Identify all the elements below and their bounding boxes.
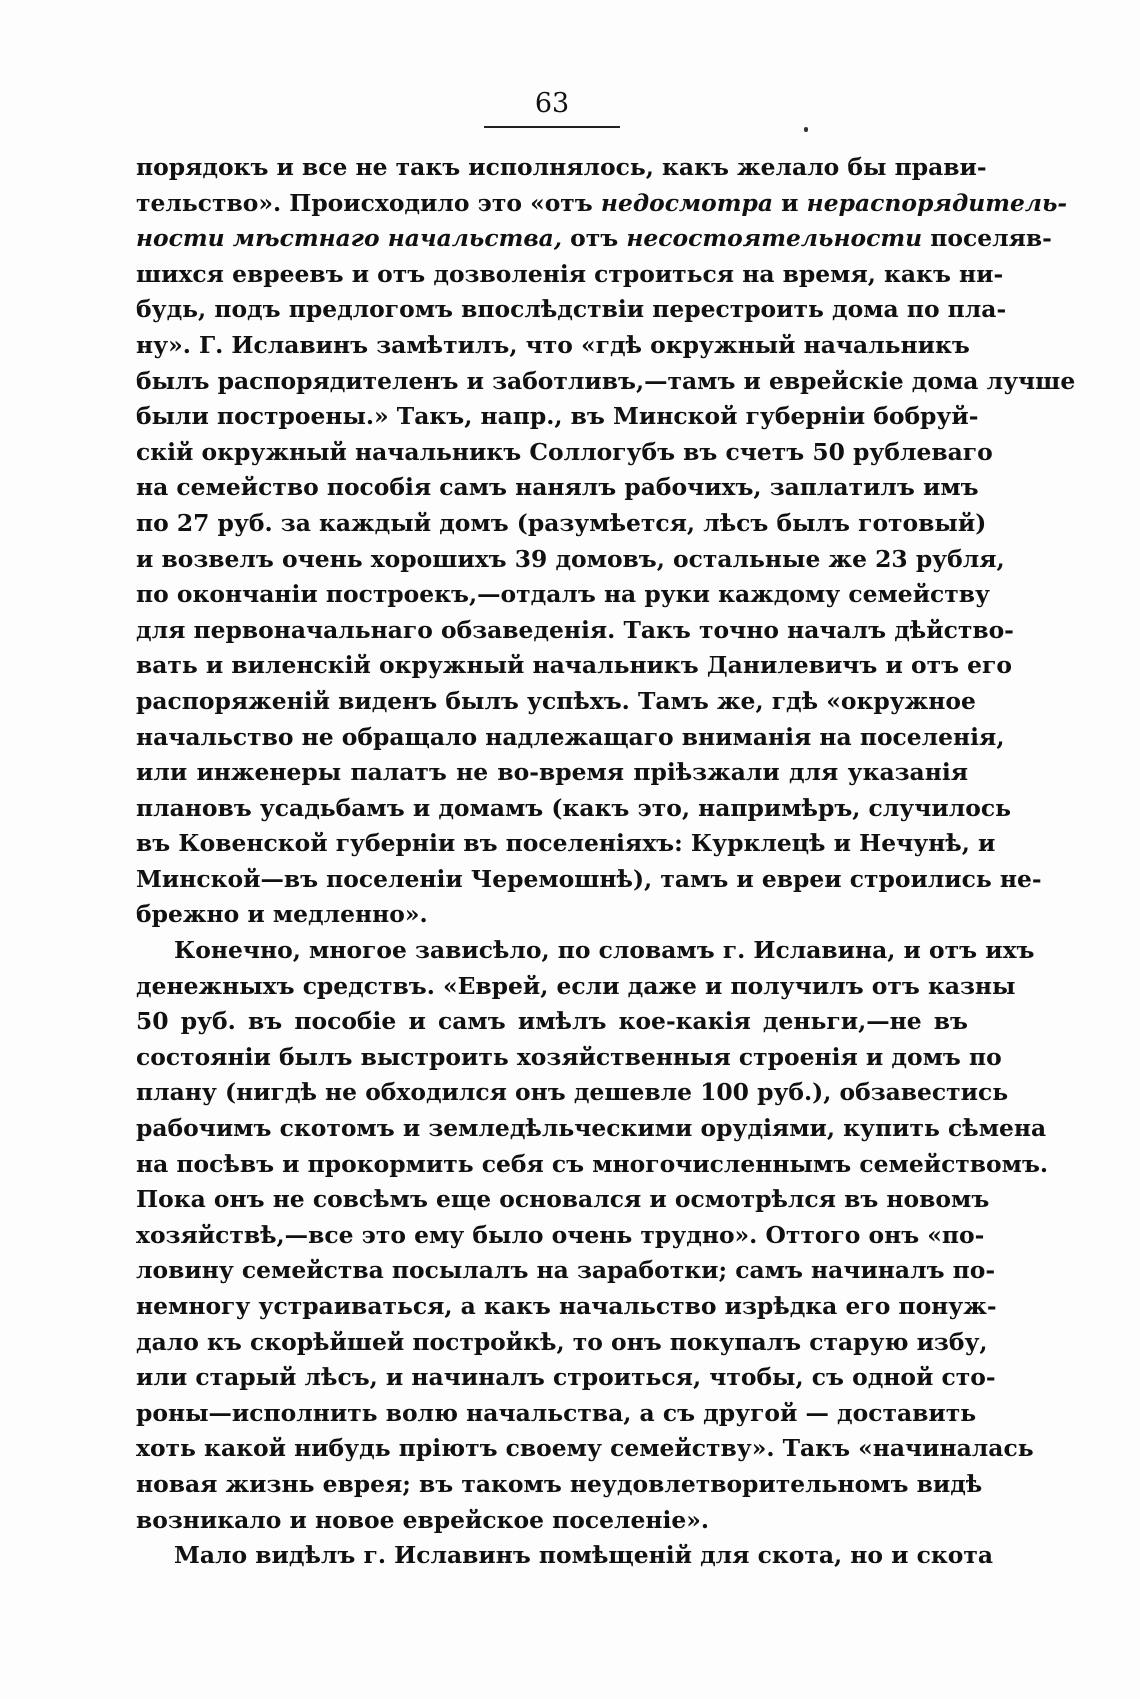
text-segment: на семейство пособія самъ нанялъ рабочихъ, заплатилъ имъ xyxy=(136,473,979,502)
text-segment: Минской—въ поселеніи Черемошнѣ), тамъ и евреи строились не- xyxy=(136,864,1042,893)
text-line xyxy=(136,364,1076,400)
text-segment: въ Ковенской губерніи въ поселеніяхъ: Курклецѣ и Нечунѣ, и xyxy=(136,829,996,858)
text-segment: состояніи былъ выстроить хозяйственныя строенія и домъ по xyxy=(136,1042,1002,1071)
text-segment: или инженеры палатъ не во-время пріѣзжали для указанія xyxy=(136,758,968,787)
text-line xyxy=(136,150,987,186)
text-segment: возникало и новое еврейское поселеніе». xyxy=(136,1505,709,1534)
text-line xyxy=(136,506,987,542)
page-number: 63 xyxy=(534,88,570,119)
text-line xyxy=(136,470,979,506)
text-segment: порядокъ и все не такъ исполнялось, какъ желало бы прави- xyxy=(136,153,987,181)
text-segment: по 27 руб. за каждый домъ (разумѣется, лѣсъ былъ готовый) xyxy=(136,508,987,537)
text-line xyxy=(136,648,1012,684)
text-segment: по окончаніи построекъ,—отдалъ на руки каждому семейству xyxy=(136,580,990,609)
paragraph xyxy=(136,1538,994,1574)
text-line xyxy=(136,1360,996,1396)
body-text xyxy=(136,150,1076,1574)
text-segment: Пока онъ не совсѣмъ еще основался и осмотрѣлся въ новомъ xyxy=(136,1185,990,1214)
text-line xyxy=(136,1431,1034,1467)
text-segment: шихся евреевъ и отъ дозволенія строиться на время, какъ ни- xyxy=(136,259,1004,288)
text-segment: Мало видѣлъ г. Иславинъ помѣщеній для скота, но и скота xyxy=(174,1541,994,1570)
text-segment: поселяв- xyxy=(922,224,1052,253)
text-line xyxy=(136,791,1011,827)
text-line xyxy=(136,1467,983,1503)
text-line xyxy=(136,1075,1009,1111)
text-line xyxy=(136,969,1016,1005)
text-line xyxy=(136,1004,968,1040)
text-segment: ну». Г. Иславинъ замѣтилъ, что «гдѣ окружный начальникъ xyxy=(136,330,970,359)
text-segment: вать и виленскій окружный начальникъ Данилевичъ и отъ его xyxy=(136,651,1012,680)
text-line xyxy=(136,1503,968,1539)
text-line xyxy=(136,1396,977,1432)
text-line xyxy=(136,1182,990,1218)
text-segment: плану (нигдѣ не обходился онъ дешевле 100 руб.), обзавестись xyxy=(136,1078,1009,1107)
text-segment: немногу устраиваться, а какъ начальство изрѣдка его понуж- xyxy=(136,1292,997,1320)
text-line xyxy=(136,292,1007,328)
text-segment: ловину семейства посылалъ на заработки; самъ начиналъ по- xyxy=(136,1256,996,1285)
text-line xyxy=(136,221,1052,257)
text-line xyxy=(136,435,993,471)
text-line xyxy=(136,1218,985,1254)
text-segment: и xyxy=(773,188,807,217)
text-segment: были построены.» Такъ, напр., въ Минской губерніи бобруй- xyxy=(136,402,979,431)
text-line xyxy=(136,1147,1049,1183)
paragraph xyxy=(136,150,1076,933)
text-segment: для первоначальнаго обзаведенія. Такъ точно началъ дѣйство- xyxy=(136,615,1014,644)
text-line xyxy=(136,399,979,435)
text-line xyxy=(136,933,1035,969)
text-line xyxy=(136,826,996,862)
text-segment: начальство не обращало надлежащаго вниманія на поселенія, xyxy=(136,722,1005,751)
text-line xyxy=(136,862,1042,898)
print-speck xyxy=(804,127,808,132)
italic-segment: недосмотра xyxy=(600,188,774,217)
text-segment: дало къ скорѣйшей постройкѣ, то онъ покупалъ старую избу, xyxy=(136,1327,988,1356)
italic-segment: ности мѣстнаго начальства, xyxy=(136,224,562,253)
text-line xyxy=(136,720,1005,756)
text-segment: на посѣвъ и прокормить себя съ многочисленнымъ семействомъ. xyxy=(136,1149,1049,1178)
text-segment: распоряженій виденъ былъ успѣхъ. Тамъ же, гдѣ «окружное xyxy=(136,686,976,715)
text-line xyxy=(136,684,976,720)
text-segment: 50 руб. въ пособіе и самъ имѣлъ кое-какія деньги,—не въ xyxy=(136,1007,968,1036)
text-line xyxy=(136,755,968,791)
text-line xyxy=(136,1111,1047,1147)
text-line xyxy=(136,577,990,613)
text-line xyxy=(136,1325,988,1361)
text-line xyxy=(136,186,1068,222)
text-segment: роны—исполнить волю начальства, а съ другой — доставить xyxy=(136,1398,977,1427)
text-line xyxy=(136,897,968,933)
text-segment: рабочимъ скотомъ и земледѣльческими орудіями, купить сѣмена xyxy=(136,1114,1047,1143)
paragraph xyxy=(136,933,1049,1538)
text-segment: и возвелъ очень хорошихъ 39 домовъ, остальные же 23 рубля, xyxy=(136,544,1005,573)
text-segment: денежныхъ средствъ. «Еврей, если даже и получилъ отъ казны xyxy=(136,971,1016,1000)
text-segment: отъ xyxy=(561,224,627,253)
text-line xyxy=(136,1253,996,1289)
text-line xyxy=(136,328,968,364)
text-segment: хоть какой нибудь пріютъ своему семейству». Такъ «начиналась xyxy=(136,1434,1034,1463)
text-line xyxy=(136,1040,1002,1076)
text-line xyxy=(136,542,1005,578)
italic-segment: несостоятельности xyxy=(626,224,923,253)
text-segment: новая жизнь еврея; въ такомъ неудовлетворительномъ видѣ xyxy=(136,1469,983,1498)
page-number-rule xyxy=(484,126,620,128)
text-segment: скій окружный начальникъ Соллогубъ въ счетъ 50 рублеваго xyxy=(136,437,993,466)
text-line xyxy=(136,257,1004,293)
text-segment: плановъ усадьбамъ и домамъ (какъ это, напримѣръ, случилось xyxy=(136,793,1011,822)
text-segment: брежно и медленно». xyxy=(136,900,428,929)
text-segment: будь, подъ предлогомъ впослѣдствіи перестроить дома по пла- xyxy=(136,295,1007,324)
text-segment: тельство». Происходило это «отъ xyxy=(136,188,601,217)
text-segment: хозяйствѣ,—все это ему было очень трудно». Оттого онъ «по- xyxy=(136,1220,985,1249)
text-segment: былъ распорядителенъ и заботливъ,—тамъ и еврейскіе дома лучше xyxy=(136,366,1076,395)
text-segment: или старый лѣсъ, и начиналъ строиться, чтобы, съ одной сто- xyxy=(136,1363,996,1392)
text-line xyxy=(136,1289,997,1325)
text-segment: Конечно, многое зависѣло, по словамъ г. Иславина, и отъ ихъ xyxy=(174,936,1035,965)
text-line xyxy=(136,613,1014,649)
italic-segment: нераспорядитель- xyxy=(806,188,1068,217)
text-line xyxy=(136,1538,994,1574)
